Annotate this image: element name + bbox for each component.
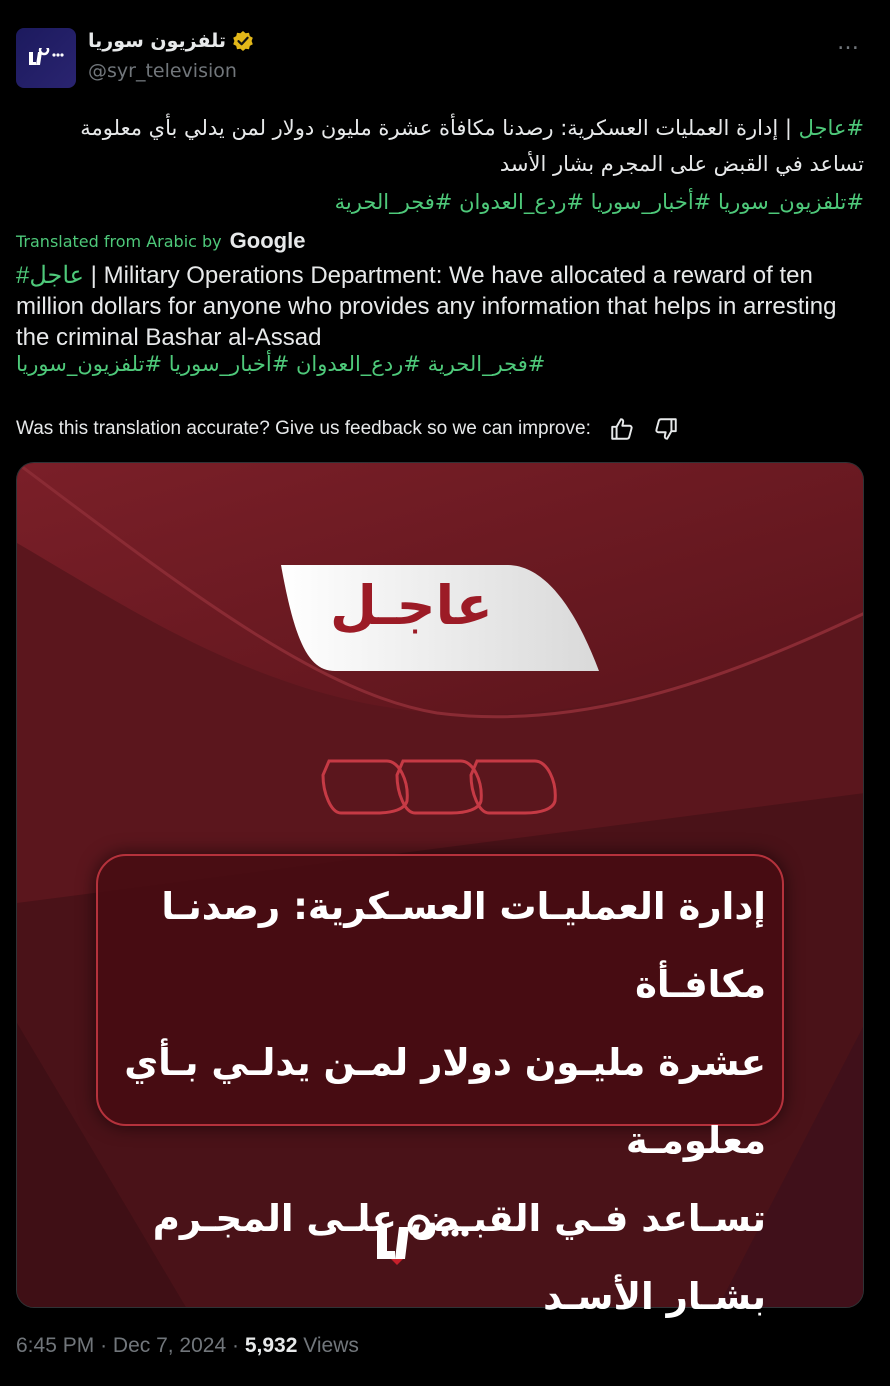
author-display-name[interactable]: تلفزيون سوريا (88, 30, 227, 52)
author-handle[interactable]: @syr_television (88, 60, 237, 82)
arabic-hashtags[interactable]: #تلفزيون_سوريا #أخبار_سوريا #ردع_العدوان #فجر_الحرية (334, 190, 864, 214)
media-card-line: تسـاعد فـي القبـض علـى المجـرم بشـار الأسـد (152, 1197, 766, 1318)
post-date[interactable]: Dec 7, 2024 (112, 1334, 227, 1357)
media-card-text (106, 868, 766, 1336)
media-card-line: إدارة العمليـات العسـكرية: رصدنـا مكافـأة (161, 885, 766, 1006)
google-logo-text: Google (229, 228, 306, 253)
translation-feedback (16, 416, 679, 442)
breaking-banner-label: عاجـل (330, 574, 493, 637)
hashtag-breaking[interactable]: #عاجل (798, 116, 864, 140)
views-label: Views (303, 1334, 359, 1357)
meta-separator: · (232, 1334, 239, 1357)
post-time[interactable]: 6:45 PM (16, 1334, 95, 1357)
verified-badge-icon (232, 30, 254, 52)
avatar[interactable] (16, 28, 76, 88)
translation-label (16, 228, 305, 254)
author-name-row[interactable] (88, 30, 254, 52)
translated-hashtags[interactable]: #فجر_الحرية #ردع_العدوان #أخبار_سوريا #تلفزيون_سوريا (16, 352, 546, 376)
syria-tv-logo-icon (26, 48, 66, 68)
meta-separator: · (100, 1334, 108, 1357)
views-count: 5,932 (244, 1334, 298, 1357)
thumbs-down-icon[interactable] (653, 416, 679, 442)
media-card-line: عشرة مليـون دولار لمـن يدلـي بـأي معلومـة (124, 1041, 766, 1162)
post-arabic-text (24, 110, 864, 182)
feedback-prompt: Was this translation accurate? Give us feedback so we can improve: (16, 418, 591, 439)
translated-from-text: Translated from Arabic by (16, 231, 222, 251)
arabic-body: | إدارة العمليات العسكرية: رصدنا مكافأة عشرة مليون دولار لمن يدلي بأي معلومة تساعد في القبض على المجرم بشار الأسد (80, 116, 864, 176)
more-options-icon[interactable]: … (837, 30, 860, 55)
post-meta (16, 1334, 359, 1358)
post-english-translation (16, 260, 876, 353)
english-body: | Military Operations Department: We have allocated a reward of ten million dollars for anyone who provides any information that helps in arresting the criminal Bashar al-Assad (16, 262, 837, 351)
thumbs-up-icon[interactable] (609, 416, 635, 442)
translated-hashtag-breaking[interactable]: #عاجل (16, 262, 85, 289)
post-header (16, 28, 874, 90)
